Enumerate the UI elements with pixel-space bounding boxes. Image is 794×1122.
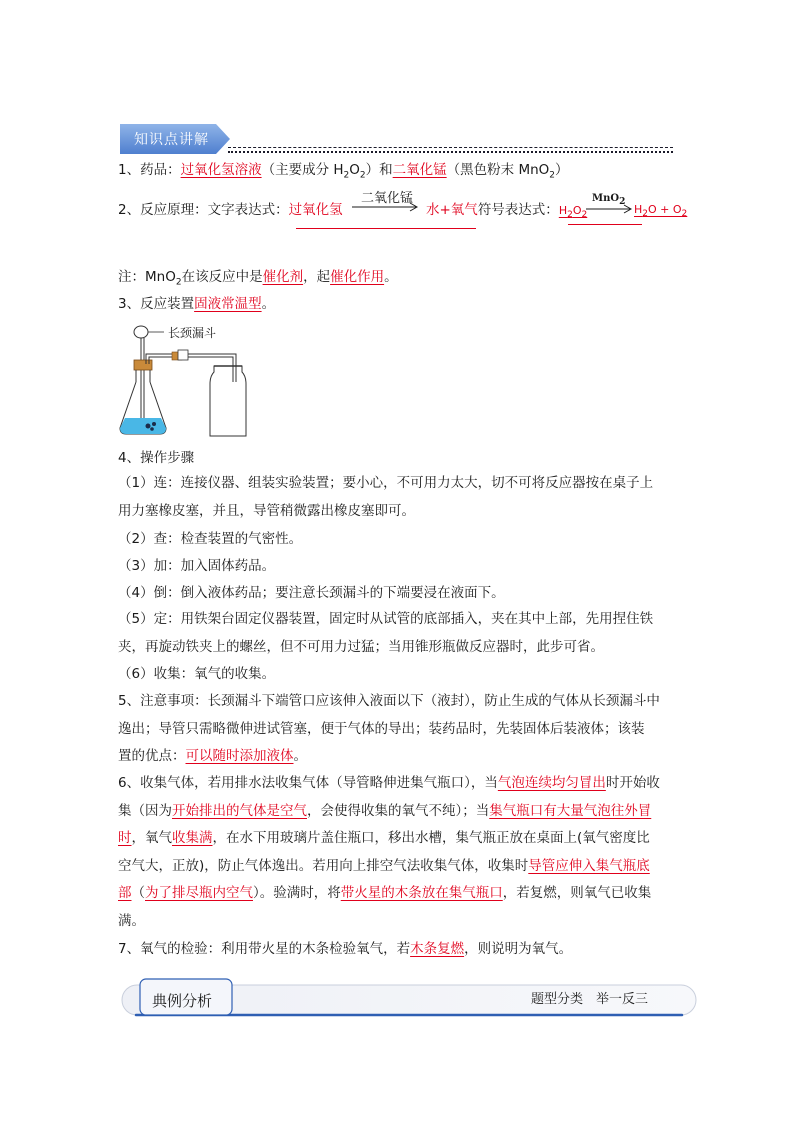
reaction-arrow <box>352 202 420 212</box>
example-section-title: 典例分析 <box>152 992 213 1010</box>
item-5-notes: 5、注意事项：长颈漏斗下端管口应该伸入液面以下（液封），防止生成的气体从长颈漏斗中 逸出；导管只需略微伸进试管塞，便于气体的导出；装药品时，先装固体后装液体；该装 置的优点：可以随时添加液体。 <box>118 693 660 764</box>
answer-catalysis: 催化作用 <box>330 269 385 285</box>
answer-advantage: 可以随时添加液体 <box>185 748 294 764</box>
step-4: （4）倒：倒入液体药品；要注意长颈漏斗的下端要浸在液面下。 <box>118 585 505 601</box>
symbol-products: $H_2O + O_2$ <box>634 203 688 220</box>
note-catalyst: 注：MnO$_2$在该反应中是催化剂，起催化作用。 <box>118 269 398 288</box>
step-6: （6）收集：氧气的收集。 <box>118 666 276 682</box>
answer-full-sign: 集气瓶口有大量气泡往外冒 <box>489 802 652 819</box>
catalyst-label: 二氧化锰 <box>361 191 414 206</box>
answer-manganese-dioxide: 二氧化锰 <box>392 162 447 178</box>
item-1-drugs: 1、药品：过氧化氢溶液（主要成分 $H_2O_2$）和二氧化锰（黑色粉末 MnO$_2$） <box>118 162 569 181</box>
word-products-row: 水+氧气符号表达式：$H_2O_2$ <box>426 202 588 221</box>
answer-catalyst: 催化剂 <box>262 269 304 285</box>
example-tagline: 题型分类 举一反三 <box>531 992 649 1007</box>
step-5: （5）定：用铁架台固定仪器装置，固定时从试管的底部插入，夹在其中上部，先用捏住铁 夹，再旋动铁夹上的螺丝，但不可用力过猛；当用锥形瓶做反应器时，此步可省。 <box>118 611 654 655</box>
item-4-title: 4、操作步骤 <box>118 450 195 466</box>
blank-underline-word <box>296 228 476 229</box>
step-3: （3）加：加入固体药品。 <box>118 558 276 574</box>
answer-apparatus-type: 固液常温型 <box>194 296 262 312</box>
step-1: （1）连：连接仪器、组装实验装置；要小心，不可用力太大，切不可将反应器按在桌子上 用力塞橡皮塞，并且，导管稍微露出橡皮塞即可。 <box>118 475 654 519</box>
answer-hydrogen-peroxide: 过氧化氢溶液 <box>180 162 262 178</box>
answer-collected-full: 收集满 <box>172 830 213 846</box>
answer-tube-position: 导管应伸入集气瓶底 <box>528 857 650 874</box>
word-products: 水+氧气 <box>426 202 478 218</box>
word-reactant: 过氧化氢 <box>288 202 343 218</box>
item-2-principle: 2、反应原理：文字表达式：过氧化氢 <box>118 202 343 218</box>
answer-check-full: 带火星的木条放在集气瓶口 <box>340 885 503 901</box>
symbol-catalyst: MnO$_2$ <box>592 193 626 207</box>
section-title: 知识点讲解 <box>134 132 209 148</box>
item-6-collect: 6、收集气体，若用排水法收集气体（导管略伸进集气瓶口），当气泡连续均匀冒出时开始收 集（因为开始排出的气体是空气，会使得收集的氧气不纯）；当集气瓶口有大量气泡往外冒 时，氧气收集满，在水下用玻璃片盖住瓶口，移出水槽，集气瓶正放在桌面上(氧气密度比 空气大，正放)，防止气体逸出。若用向上排空气法收集气体，收集时导管应伸入集气瓶底 部（为了排尽瓶内空气）。验满时，将带火星的木条放在集气瓶口，若复燃，则氧气已收集 满。 <box>118 775 660 929</box>
figure-label-funnel: 长颈漏斗 <box>168 326 217 340</box>
symbol-arrow <box>586 204 634 214</box>
step-2: （2）查：检查装置的气密性。 <box>118 531 303 547</box>
divider-dashed <box>228 147 673 148</box>
item-3-apparatus: 3、反应装置固液常温型。 <box>118 296 276 312</box>
blank-underline-symbol <box>568 224 642 225</box>
divider-dotted <box>228 151 673 153</box>
symbol-reactant: $H_2O_2$ <box>558 204 588 221</box>
answer-reason-air: 开始排出的气体是空气 <box>172 802 307 819</box>
answer-start-collect: 气泡连续均匀冒出 <box>497 775 606 791</box>
item-7-test: 7、氧气的检验：利用带火星的木条检验氧气，若木条复燃，则说明为氧气。 <box>118 941 573 957</box>
answer-test-result: 木条复燃 <box>410 941 465 957</box>
answer-purpose: 为了排尽瓶内空气 <box>145 885 253 901</box>
